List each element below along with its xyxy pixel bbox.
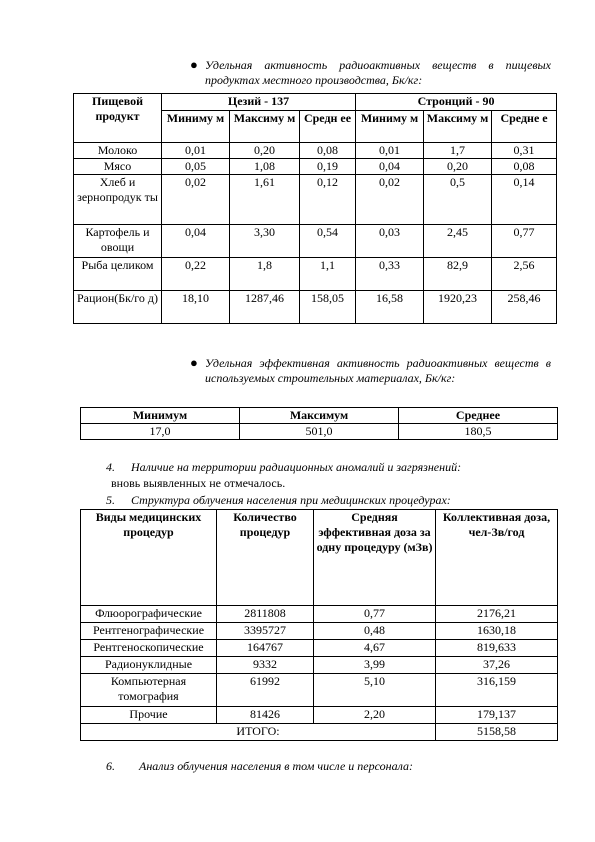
header-procedure-count: Количество процедур bbox=[217, 510, 314, 606]
food-intro-text: Удельная активность радиоактивных веществ в пищевых продуктах местного производства, Бк/кг: bbox=[205, 58, 551, 87]
header-min: Минимум bbox=[81, 408, 240, 424]
item-4-text: Наличие на территории радиационных аномалий и загрязнений: bbox=[131, 460, 462, 474]
cs-max: 0,20 bbox=[230, 143, 300, 159]
sr-max: 1920,23 bbox=[424, 291, 492, 324]
header-avg: Среднее bbox=[399, 408, 558, 424]
sr-min: 16,58 bbox=[356, 291, 424, 324]
table-row bbox=[81, 424, 558, 440]
header-cesium: Цезий - 137 bbox=[162, 94, 356, 111]
average-dose: 2,20 bbox=[314, 707, 436, 724]
procedure-count: 164767 bbox=[217, 640, 314, 657]
medical-exposure-table bbox=[80, 509, 558, 741]
procedure-type: Компьютерная томография bbox=[81, 674, 217, 707]
sr-avg: 0,14 bbox=[492, 175, 557, 225]
sr-max: 1,7 bbox=[424, 143, 492, 159]
sr-avg: 258,46 bbox=[492, 291, 557, 324]
average-dose: 4,67 bbox=[314, 640, 436, 657]
item-6-text: Анализ облучения населения в том числе и персонала: bbox=[139, 759, 413, 773]
cs-max: 1,61 bbox=[230, 175, 300, 225]
header-strontium: Стронций - 90 bbox=[356, 94, 557, 111]
collective-dose: 2176,21 bbox=[436, 606, 558, 623]
average-dose: 0,77 bbox=[314, 606, 436, 623]
sr-max: 0,5 bbox=[424, 175, 492, 225]
table-row bbox=[74, 291, 557, 324]
table-row bbox=[81, 674, 558, 707]
cs-min: 0,05 bbox=[162, 159, 230, 175]
total-label: ИТОГО: bbox=[81, 724, 436, 741]
cs-min: 0,02 bbox=[162, 175, 230, 225]
item-5-text: Структура облучения населения при медицинских процедурах: bbox=[131, 493, 451, 507]
cs-min: 0,01 bbox=[162, 143, 230, 159]
value-max: 501,0 bbox=[240, 424, 399, 440]
item-4 bbox=[106, 460, 553, 475]
building-intro-text: Удельная эффективная активность радиоактивных веществ в используемых строительных материалах, Бк/кг: bbox=[205, 356, 551, 385]
cs-max: 3,30 bbox=[230, 225, 300, 258]
sr-avg: 0,31 bbox=[492, 143, 557, 159]
product-name: Молоко bbox=[74, 143, 162, 159]
average-dose: 0,48 bbox=[314, 623, 436, 640]
table-row bbox=[74, 175, 557, 225]
bullet-icon: ● bbox=[190, 355, 198, 370]
cs-min: 0,22 bbox=[162, 258, 230, 291]
procedure-type: Рентгенографические bbox=[81, 623, 217, 640]
cs-avg: 0,19 bbox=[300, 159, 356, 175]
cs-avg: 0,54 bbox=[300, 225, 356, 258]
product-name: Рацион(Бк/го д) bbox=[74, 291, 162, 324]
cs-max: 1287,46 bbox=[230, 291, 300, 324]
table-row bbox=[81, 623, 558, 640]
cs-avg: 1,1 bbox=[300, 258, 356, 291]
food-activity-table bbox=[73, 93, 557, 324]
total-row bbox=[81, 724, 558, 741]
procedure-type: Флюорографические bbox=[81, 606, 217, 623]
header-product: Пищевой продукт bbox=[74, 94, 162, 143]
item-6 bbox=[106, 759, 553, 774]
cs-avg: 158,05 bbox=[300, 291, 356, 324]
header-sr-max: Максиму м bbox=[424, 111, 492, 143]
table-row bbox=[81, 707, 558, 724]
sr-min: 0,33 bbox=[356, 258, 424, 291]
header-cs-avg: Средн ее bbox=[300, 111, 356, 143]
collective-dose: 37,26 bbox=[436, 657, 558, 674]
sr-min: 0,03 bbox=[356, 225, 424, 258]
item-5 bbox=[106, 493, 553, 508]
cs-avg: 0,12 bbox=[300, 175, 356, 225]
sr-max: 2,45 bbox=[424, 225, 492, 258]
cs-min: 0,04 bbox=[162, 225, 230, 258]
header-sr-min: Миниму м bbox=[356, 111, 424, 143]
procedure-type: Радионуклидные bbox=[81, 657, 217, 674]
table-row bbox=[74, 258, 557, 291]
collective-dose: 316,159 bbox=[436, 674, 558, 707]
building-intro-item bbox=[190, 355, 551, 386]
procedure-count: 2811808 bbox=[217, 606, 314, 623]
header-procedure-type: Виды медицинских процедур bbox=[81, 510, 217, 606]
header-max: Максимум bbox=[240, 408, 399, 424]
sr-max: 0,20 bbox=[424, 159, 492, 175]
table-row bbox=[74, 143, 557, 159]
sr-avg: 0,08 bbox=[492, 159, 557, 175]
sr-max: 82,9 bbox=[424, 258, 492, 291]
header-cs-max: Максиму м bbox=[230, 111, 300, 143]
item-4-number: 4. bbox=[106, 460, 115, 474]
item-5-number: 5. bbox=[106, 493, 115, 507]
header-cs-min: Миниму м bbox=[162, 111, 230, 143]
item-6-number: 6. bbox=[106, 759, 115, 773]
collective-dose: 1630,18 bbox=[436, 623, 558, 640]
procedure-count: 9332 bbox=[217, 657, 314, 674]
header-collective-dose: Коллективная доза, чел-Зв/год bbox=[436, 510, 558, 606]
sr-min: 0,02 bbox=[356, 175, 424, 225]
table-row bbox=[74, 225, 557, 258]
table-row bbox=[81, 606, 558, 623]
procedure-type: Рентгеноскопические bbox=[81, 640, 217, 657]
sr-min: 0,01 bbox=[356, 143, 424, 159]
value-avg: 180,5 bbox=[399, 424, 558, 440]
sr-avg: 2,56 bbox=[492, 258, 557, 291]
procedure-count: 81426 bbox=[217, 707, 314, 724]
collective-dose: 179,137 bbox=[436, 707, 558, 724]
average-dose: 3,99 bbox=[314, 657, 436, 674]
product-name: Рыба целиком bbox=[74, 258, 162, 291]
procedure-count: 3395727 bbox=[217, 623, 314, 640]
product-name: Мясо bbox=[74, 159, 162, 175]
procedure-count: 61992 bbox=[217, 674, 314, 707]
sr-min: 0,04 bbox=[356, 159, 424, 175]
average-dose: 5,10 bbox=[314, 674, 436, 707]
procedure-type: Прочие bbox=[81, 707, 217, 724]
cs-max: 1,08 bbox=[230, 159, 300, 175]
sr-avg: 0,77 bbox=[492, 225, 557, 258]
cs-min: 18,10 bbox=[162, 291, 230, 324]
cs-max: 1,8 bbox=[230, 258, 300, 291]
collective-dose: 819,633 bbox=[436, 640, 558, 657]
product-name: Хлеб и зернопродук ты bbox=[74, 175, 162, 225]
item-4-note: вновь выявленных не отмечалось. bbox=[111, 476, 286, 490]
header-average-dose: Средняя эффективная доза за одну процедуру (мЗв) bbox=[314, 510, 436, 606]
building-activity-table bbox=[80, 407, 558, 440]
table-row bbox=[74, 159, 557, 175]
cs-avg: 0,08 bbox=[300, 143, 356, 159]
value-min: 17,0 bbox=[81, 424, 240, 440]
table-row bbox=[81, 640, 558, 657]
food-intro-item bbox=[190, 57, 551, 88]
bullet-icon: ● bbox=[190, 57, 198, 72]
total-value: 5158,58 bbox=[436, 724, 558, 741]
header-sr-avg: Средне е bbox=[492, 111, 557, 143]
table-row bbox=[81, 657, 558, 674]
product-name: Картофель и овощи bbox=[74, 225, 162, 258]
